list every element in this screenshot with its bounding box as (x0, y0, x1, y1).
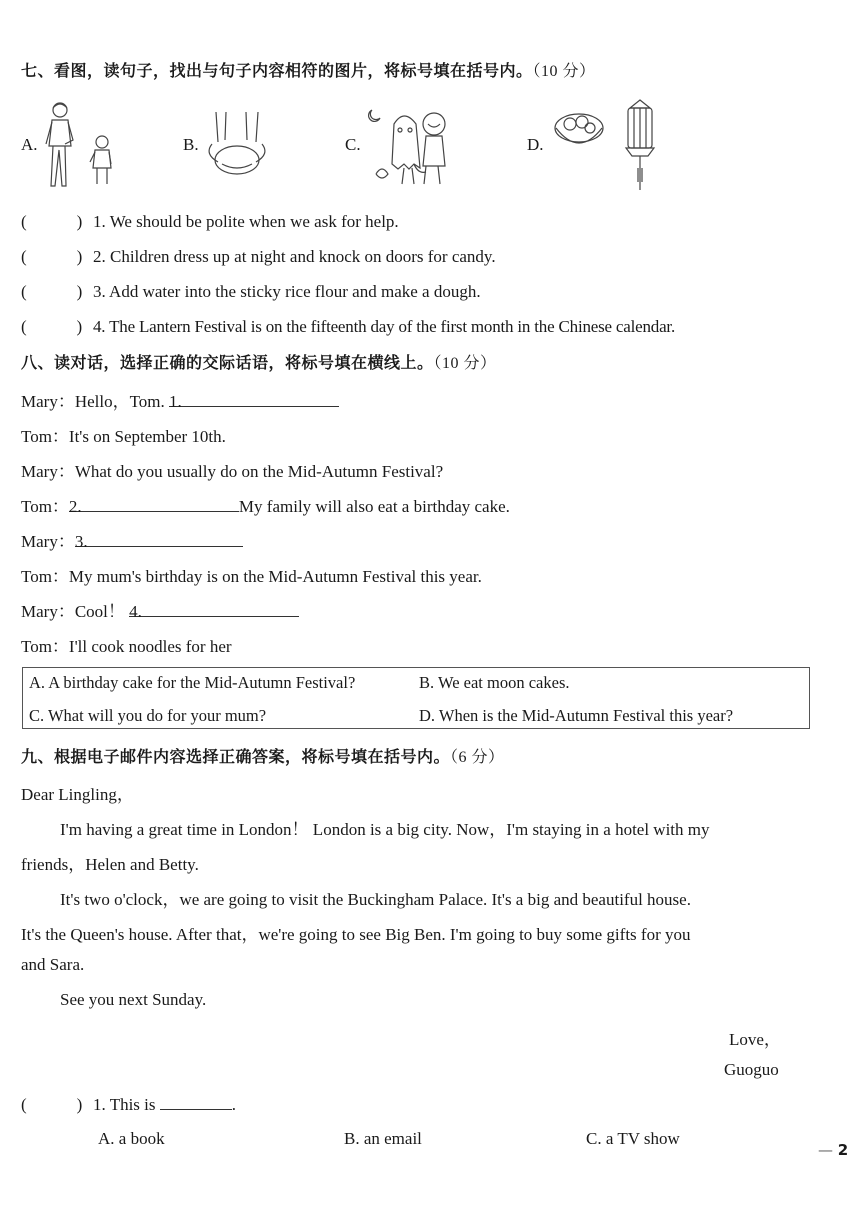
speaker: Mary： (21, 462, 75, 481)
answer-paren[interactable]: ( ) (21, 247, 83, 266)
dialogue-line-8 (21, 632, 232, 657)
section8-score: （10 分） (433, 355, 497, 372)
answer-paren[interactable]: ( ) (21, 282, 83, 301)
dumplings-and-lantern-icon (552, 98, 672, 194)
line-text: Hello，Tom. (74, 392, 170, 411)
page-dash: — (818, 1141, 833, 1159)
speaker: Tom： (21, 637, 69, 656)
dialogue-line-2 (21, 422, 226, 447)
dialogue-line-3 (21, 457, 443, 482)
section9-question-1: ( ) 1. This is . (21, 1095, 237, 1114)
section9-title (21, 744, 505, 767)
email-paragraph-1-line-2: friends，Helen and Betty. (21, 855, 199, 874)
item-text: 3. Add water into the sticky rice flour and make a dough. (93, 282, 481, 301)
section9-score: （6 分） (450, 749, 505, 766)
dialogue-line-4 (21, 492, 510, 517)
answer-paren[interactable]: ( ) (21, 317, 82, 336)
email-paragraph-1-line-1: I'm having a great time in London！ London is a big city. Now，I'm staying in a hotel with my (60, 820, 710, 839)
line-text: It's on September 10th. (68, 427, 226, 446)
section7-item-4 (21, 317, 675, 337)
email-paragraph-3: See you next Sunday. (60, 990, 207, 1009)
picture-label-a: A. (21, 135, 38, 154)
halloween-costumes-icon (364, 104, 454, 188)
picture-label-d: D. (527, 135, 544, 154)
section7-score: （10 分） (532, 63, 596, 80)
dialogue-line-5 (21, 527, 243, 552)
email-paragraph-2-line-2: It's the Queen's house. After that，we're going to see Big Ben. I'm going to buy some gifts for you (21, 925, 691, 944)
email-closing: Love， (729, 1030, 781, 1049)
answer-blank[interactable] (160, 1095, 232, 1110)
item-text: 1. We should be polite when we ask for help. (93, 212, 399, 231)
hands-kneading-dough-icon (202, 110, 272, 182)
answer-paren[interactable]: ( ) (21, 212, 83, 231)
section8-title (21, 350, 497, 373)
man-and-boy-icon (40, 100, 120, 192)
answer-paren[interactable]: ( ) (21, 1095, 83, 1114)
picture-label-b: B. (183, 135, 199, 154)
section9-title-text: 九、根据电子邮件内容选择正确答案，将标号填在括号内。 (21, 747, 451, 766)
choice-a: A. a book (98, 1129, 165, 1148)
option-d: D. When is the Mid-Autumn Festival this year? (419, 706, 734, 725)
section8-title-text: 八、读对话，选择正确的交际话语，将标号填在横线上。 (21, 353, 434, 372)
section7-title (21, 58, 596, 81)
answer-blank-1[interactable]: 1. (169, 392, 339, 407)
email-signature: Guoguo (724, 1060, 779, 1079)
page-number-value: 2 (837, 1141, 849, 1159)
email-paragraph-2-line-3: and Sara. (21, 955, 85, 974)
speaker: Tom： (21, 497, 69, 516)
answer-blank-2[interactable]: 2. (69, 497, 239, 512)
options-box (22, 667, 810, 729)
line-text: My mum's birthday is on the Mid-Autumn Festival this year. (68, 567, 482, 586)
speaker: Tom： (21, 427, 69, 446)
email-paragraph-2-line-1: It's two o'clock，we are going to visit the Buckingham Palace. It's a big and beautiful house. (60, 890, 691, 909)
item-text: 4. The Lantern Festival is on the fifteenth day of the first month in the Chinese calendar. (93, 317, 675, 336)
line-text: What do you usually do on the Mid-Autumn Festival? (74, 462, 444, 481)
section7-title-text: 七、看图，读句子，找出与句子内容相符的图片，将标号填在括号内。 (21, 61, 533, 80)
choice-b: B. an email (344, 1129, 422, 1148)
line-after: My family will also eat a birthday cake. (238, 497, 510, 516)
answer-blank-3[interactable]: 3. (75, 532, 243, 547)
answer-blank-4[interactable]: 4. (129, 602, 299, 617)
option-c: C. What will you do for your mum? (29, 706, 267, 725)
speaker: Mary： (21, 602, 75, 621)
email-greeting: Dear Lingling， (21, 785, 134, 804)
dialogue-line-1 (21, 387, 339, 412)
item-text: 2. Children dress up at night and knock on doors for candy. (93, 247, 496, 266)
section7-item-1 (21, 212, 399, 232)
dialogue-line-7 (21, 597, 299, 622)
question-text: 1. This is (93, 1095, 160, 1114)
speaker: Mary： (21, 392, 75, 411)
section7-item-3 (21, 282, 481, 302)
page-number (818, 1141, 848, 1159)
choice-c: C. a TV show (586, 1129, 680, 1148)
dialogue-line-6 (21, 562, 482, 587)
speaker: Mary： (21, 532, 75, 551)
line-text: Cool！ (74, 602, 130, 621)
option-a: A. A birthday cake for the Mid-Autumn Festival? (29, 673, 356, 692)
section7-item-2 (21, 247, 496, 267)
picture-label-c: C. (345, 135, 361, 154)
option-b: B. We eat moon cakes. (419, 673, 570, 692)
speaker: Tom： (21, 567, 69, 586)
line-text: I'll cook noodles for her (68, 637, 232, 656)
